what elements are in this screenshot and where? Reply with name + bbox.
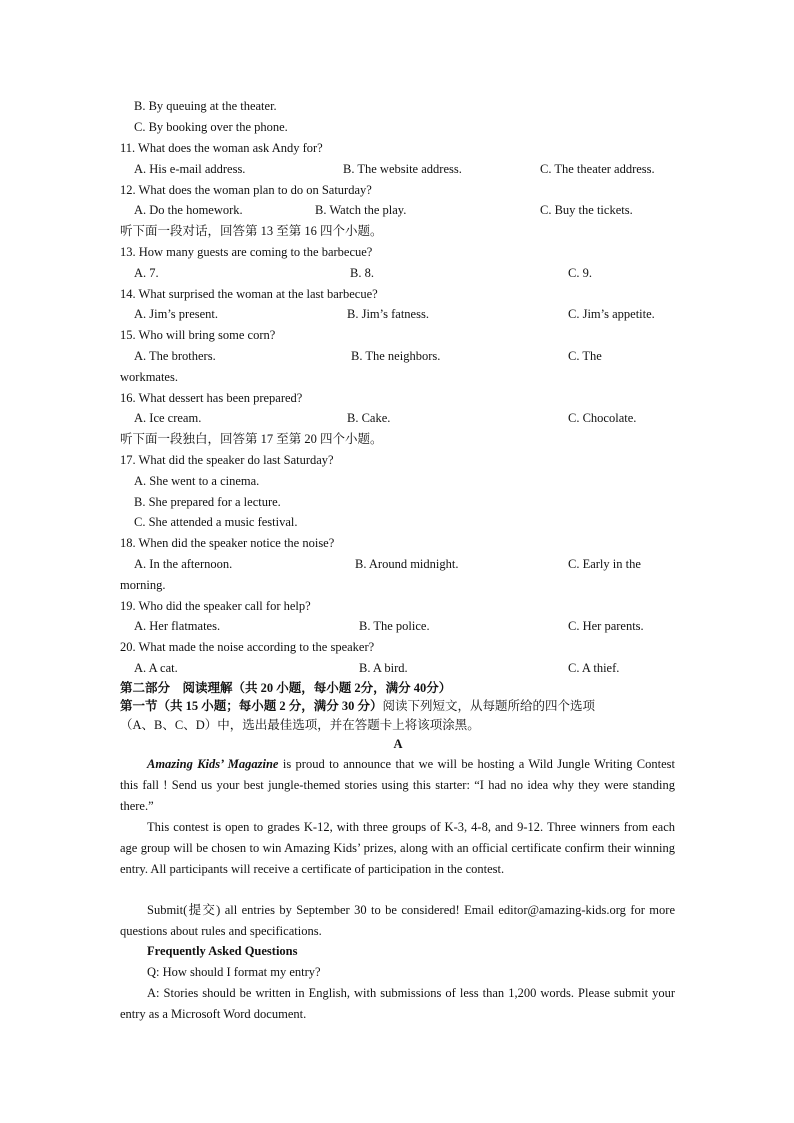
q13-option-a: A. 7. bbox=[134, 266, 159, 280]
q11-option-b: B. The website address. bbox=[343, 162, 462, 176]
q14-option-a: A. Jim’s present. bbox=[134, 307, 219, 321]
q18-option-c: C. Early in the bbox=[568, 557, 641, 571]
q15-option-b: B. The neighbors. bbox=[351, 349, 441, 363]
q18-stem: 18. When did the speaker notice the noise? bbox=[120, 536, 335, 550]
q20-stem: 20. What made the noise according to the speaker? bbox=[120, 640, 375, 654]
q18-option-c-continued: morning. bbox=[120, 578, 166, 592]
section-one-heading: 第一节（共 15 小题；每小题 2 分，满分 30 分） bbox=[120, 699, 383, 713]
passage-paragraph-2: This contest is open to grades K-12, with three groups of K-3, 4-8, and 9-12. Three winners from each age group will be chosen to win Amazing Kids’ prizes, along with an official certificate confirm their winning entry. All participants will receive a certificate of participation in the contest. bbox=[120, 820, 675, 876]
section-one-instructions-line2: （A、B、C、D）中，选出最佳选项，并在答题卡上将该项涂黑。 bbox=[120, 718, 480, 732]
faq-answer: A: Stories should be written in English, with submissions of less than 1,200 words. Please submit your entry as a Microsoft Word document. bbox=[120, 986, 675, 1021]
q12-option-a: A. Do the homework. bbox=[134, 203, 243, 217]
q13-option-b: B. 8. bbox=[350, 266, 374, 280]
q19-stem: 19. Who did the speaker call for help? bbox=[120, 599, 311, 613]
q10-option-b: B. By queuing at the theater. bbox=[134, 99, 277, 113]
q12-stem: 12. What does the woman plan to do on Saturday? bbox=[120, 183, 372, 197]
section-one-instructions bbox=[120, 699, 676, 714]
faq-heading: Frequently Asked Questions bbox=[147, 944, 298, 958]
q14-stem: 14. What surprised the woman at the last barbecue? bbox=[120, 287, 378, 301]
q16-option-c: C. Chocolate. bbox=[568, 411, 637, 425]
q15-stem: 15. Who will bring some corn? bbox=[120, 328, 276, 342]
q16-option-b: B. Cake. bbox=[347, 411, 391, 425]
q19-option-b: B. The police. bbox=[359, 619, 430, 633]
q17-stem: 17. What did the speaker do last Saturday? bbox=[120, 453, 334, 467]
q15-option-a: A. The brothers. bbox=[134, 349, 216, 363]
magazine-title: Amazing Kids’ Magazine bbox=[147, 757, 279, 771]
q13-stem: 13. How many guests are coming to the barbecue? bbox=[120, 245, 373, 259]
q17-option-a: A. She went to a cinema. bbox=[134, 474, 260, 488]
directions-17-20: 听下面一段独白，回答第 17 至第 20 四个小题。 bbox=[120, 432, 383, 446]
q14-option-b: B. Jim’s fatness. bbox=[347, 307, 429, 321]
passage-paragraph-1 bbox=[120, 754, 675, 816]
q15-option-c-continued: workmates. bbox=[120, 370, 178, 384]
q17-option-b: B. She prepared for a lecture. bbox=[134, 495, 281, 509]
q14-option-c: C. Jim’s appetite. bbox=[568, 307, 655, 321]
faq-question: Q: How should I format my entry? bbox=[147, 965, 321, 979]
passage-label: A bbox=[393, 737, 403, 751]
q16-stem: 16. What dessert has been prepared? bbox=[120, 391, 303, 405]
q13-option-c: C. 9. bbox=[568, 266, 592, 280]
q10-option-c: C. By booking over the phone. bbox=[134, 120, 288, 134]
q19-option-c: C. Her parents. bbox=[568, 619, 644, 633]
q12-option-c: C. Buy the tickets. bbox=[540, 203, 633, 217]
q12-option-b: B. Watch the play. bbox=[315, 203, 407, 217]
q11-stem: 11. What does the woman ask Andy for? bbox=[120, 141, 323, 155]
passage-paragraph-1-text: is proud to announce that we will be hosting a Wild Jungle Writing Contest this fall ! Send us your best jungle-themed stories using this starter: “I had no idea why they were standing there.” bbox=[120, 757, 675, 813]
q17-option-c: C. She attended a music festival. bbox=[134, 515, 298, 529]
q11-option-a: A. His e-mail address. bbox=[134, 162, 246, 176]
directions-13-16: 听下面一段对话，回答第 13 至第 16 四个小题。 bbox=[120, 224, 383, 238]
q15-option-c: C. The bbox=[568, 349, 602, 363]
q20-option-c: C. A thief. bbox=[568, 661, 620, 675]
q18-option-b: B. Around midnight. bbox=[355, 557, 459, 571]
q11-option-c: C. The theater address. bbox=[540, 162, 655, 176]
q18-option-a: A. In the afternoon. bbox=[134, 557, 233, 571]
passage-paragraph-3: Submit(提交) all entries by September 30 to be considered! Email editor@amazing-kids.org for more questions about rules and specifications. bbox=[120, 903, 675, 938]
section-one-instructions-text: 阅读下列短文，从每题所给的四个选项 bbox=[382, 699, 596, 713]
q20-option-a: A. A cat. bbox=[134, 661, 178, 675]
q20-option-b: B. A bird. bbox=[359, 661, 408, 675]
part-two-heading: 第二部分 阅读理解（共 20 小题，每小题 2分，满分 40分） bbox=[120, 681, 452, 695]
q19-option-a: A. Her flatmates. bbox=[134, 619, 221, 633]
q16-option-a: A. Ice cream. bbox=[134, 411, 202, 425]
